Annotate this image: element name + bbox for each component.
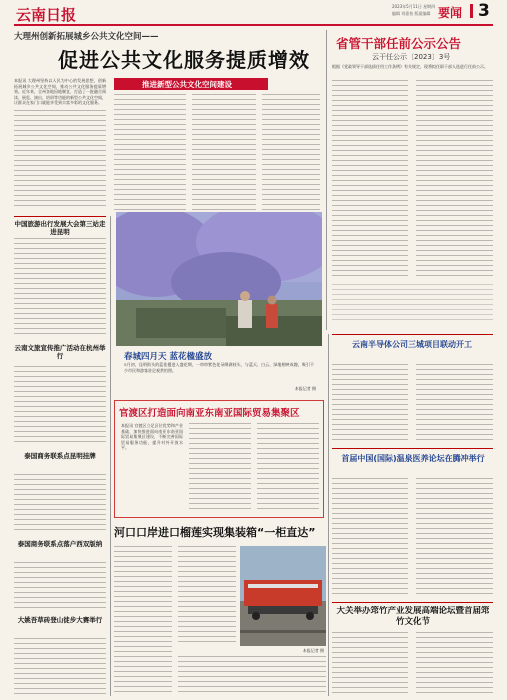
newspaper-logo: 云南日报 [16,6,77,24]
masthead [0,0,507,26]
lead-article [14,30,320,210]
hot-spring-title: 首届中国(国际)温泉医养论坛在腾冲举行 [341,454,485,463]
lead-banner-text: 推进新型公共文化空间建设 [142,80,232,89]
lead-col2-text [114,94,186,210]
railway-photo [240,546,326,646]
left-article-1-title: 中国旅游出行发展大会第三站走进昆明 [14,220,106,236]
railway-article [114,524,326,696]
announcement-intro: 根据《党政领导干部选拔任用工作条例》有关规定，现将拟任职干部人选进行任前公示。 [332,64,488,69]
photo-credit: 本报记者 摄 [294,386,316,391]
section-bar [470,4,473,18]
semi-col2 [416,364,493,442]
announcement-footnote [332,284,493,324]
left-column [14,216,106,696]
photo-feature [116,212,322,398]
left-article-3-text [14,474,106,534]
bamboo-title: 大关举办筇竹产业发展高端论坛暨首届筇竹文化节 [336,606,490,627]
lead-kicker: 大理州创新拓展城乡公共文化空间—— [14,32,159,42]
hot-spring-col2 [416,478,493,596]
jacaranda-photo [116,212,322,346]
railway-col1 [114,546,172,694]
masthead-rule [14,24,493,26]
railway-col3 [178,656,326,694]
trade-zone-col3 [257,423,319,513]
photo-caption-body: 5月初，昆明街头的蓝花楹进入盛花期，一串串紫色花朵缀满枝头，与蓝天、白云、绿地相映成趣，吸引不少市民和游客驻足观赏拍照。 [124,362,314,373]
semi-title: 云南半导体公司三城项目联动开工 [352,340,472,349]
bamboo-rule [332,602,493,603]
trade-zone-article [114,400,324,518]
hot-spring-rule [332,448,493,449]
semi-col1 [332,364,408,442]
bamboo-col2 [416,632,493,694]
trade-zone-lede: 本报讯 官渡区立足区位优势和产业基础，加快推进面向南亚东南亚国际贸易集聚区建设，不断完善国际贸易服务功能，提升对外开放水平。 [121,423,183,450]
announcement-title: 省管干部任前公示公告 [336,36,462,51]
lead-body: 本报讯 大理州坚持以人民为中心的发展思想，创新拓展城乡公共文化空间，推动公共文化服务提质增效。近年来，全州各地因地制宜，打造了一批融合阅读、展览、演出、培训等功能的新型公共文化空间，让群众在家门口就能享受到丰富多彩的文化服务。 [14,78,106,105]
right-divider [328,334,329,696]
left-article-5-title: 大姚吾草砖登山徒步大赛举行 [17,616,103,624]
lead-banner [114,78,268,90]
announcement-col2 [416,80,493,278]
semi-rule [332,334,493,335]
left-rule-1 [14,216,106,217]
announcement-col1 [332,80,408,278]
announcement-subtitle: 云干任公示〔2023〕3号 [372,53,451,61]
railway-title: 河口口岸进口榴莲实现集装箱“一柜直达” [114,526,316,539]
left-article-5-text [14,638,106,694]
column-divider [326,30,327,330]
issue-editor: 编辑 刘嘉怡 版面编辑 [392,11,431,16]
trade-zone-col2 [189,423,251,513]
left-article-4-text [14,562,106,612]
semiconductor-article [332,334,493,444]
section-name: 要闻 [438,6,463,20]
hot-spring-col1 [332,478,408,596]
page-number: 3 [478,1,490,21]
hot-spring-article [332,448,493,598]
left-article-2-text [14,366,106,446]
bamboo-col1 [332,632,408,694]
lead-col4-text [262,94,320,210]
left-divider [110,216,111,696]
lead-title: 促进公共文化服务提质增效 [58,48,310,72]
bamboo-forum-article [332,602,493,696]
left-article-1-text [14,238,106,338]
railway-col2 [178,546,236,646]
railway-photo-credit: 本报记者 摄 [302,648,324,653]
trade-zone-title: 官渡区打造面向南亚东南亚国际贸易集聚区 [119,408,300,419]
photo-caption-title: 春城四月天 蓝花楹盛放 [124,352,212,362]
lead-col3-text [192,94,256,210]
left-article-4-title: 泰国商务联系点落户西双版纳 [17,540,103,548]
left-article-2-title: 云南文旅宣传推广活动在杭州举行 [14,344,106,360]
lead-col1-text [14,110,106,210]
issue-date: 2023年5月11日 星期四 [392,4,436,9]
announcement [332,30,493,330]
left-article-3-title: 泰国商务联系点昆明挂牌 [24,452,96,460]
